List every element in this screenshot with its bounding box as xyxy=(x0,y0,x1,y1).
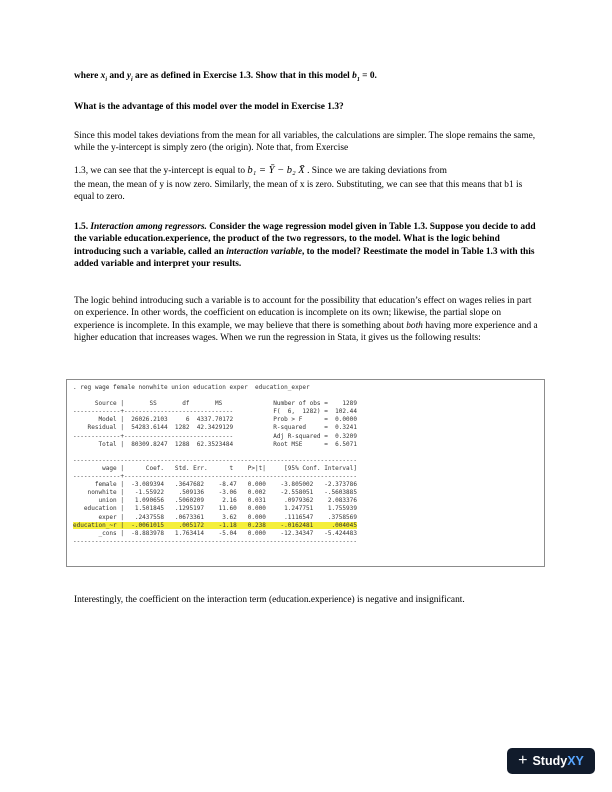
answer-paragraph-2 xyxy=(74,295,542,345)
formula-lead-text: 1.3, we can see that the y-intercept is equal to xyxy=(74,166,248,176)
answer-formula-line xyxy=(74,165,542,177)
stata-output xyxy=(67,380,544,546)
coef-table-separator: -------------+---------------------------------------------------------------- xyxy=(73,473,357,481)
coef-row-highlighted: education_~r | -.0061015 .005172 -1.18 0.238 -.0162481 .004045 xyxy=(73,521,357,529)
anova-separator: -------------+------------------------------ Adj R-squared = 0.3209 xyxy=(73,432,357,440)
plus-icon: + xyxy=(518,752,528,769)
intro-and: and xyxy=(107,71,127,81)
intro-line: where $x_i$ and $y_i$ are as defined in Exercise 1.3. Show that in this model $b_1 = 0$. xyxy=(74,71,377,83)
answer-paragraph-1: Since this model takes deviations from the mean for all variables, the calculations are simpler. The slope remains the same, while the y-intercept is simply zero (the origin). Note that, from Exercise xyxy=(74,131,536,154)
stata-command: . reg wage female nonwhite union education exper education_exper xyxy=(73,384,310,391)
intro-eq-zero: = 0. xyxy=(359,71,377,81)
exercise-number: 1.5. xyxy=(74,222,89,232)
anova-header: Source | SS df MS Number of obs = 1289 xyxy=(73,400,357,408)
table-rule: ------------------------------------------------------------------------------ xyxy=(73,537,357,545)
exercise-1-5 xyxy=(74,221,542,271)
anova-model-row: Model | 26026.2103 6 4337.70172 Prob > F = 0.0000 xyxy=(73,416,357,424)
exercise-text-2: , to the model? Reestimate the model in Table 1.3 with this added variable and interpret your results. xyxy=(74,246,535,270)
exercise-title: Interaction among regressors. xyxy=(90,222,207,232)
exercise-term: interaction variable xyxy=(226,246,302,257)
logo-text-xy: XY xyxy=(567,754,584,768)
coef-row: exper | .2437558 .0673361 3.62 0.000 .1116547 .3758569 xyxy=(73,513,357,521)
x-variable: x xyxy=(100,71,106,81)
coef-row: female | -3.089394 .3647682 -8.47 0.000 -3.805002 -2.373786 xyxy=(73,481,357,489)
exercise-text-1: Consider the wage regression model given in Table 1.3. Suppose you decide to add the variable education.experience, the product of the two regressors, to the model. What is the logic behind introducing such a variable, called an xyxy=(74,222,536,257)
b1-symbol: b xyxy=(352,71,357,81)
intercept-formula: b₁ = Ȳ − b₂ X̄ xyxy=(247,165,305,176)
coef-row: union | 1.090656 .5060209 2.16 0.031 .0979362 2.083376 xyxy=(73,497,357,505)
coef-row: _cons | -8.883978 1.763414 -5.04 0.000 -12.34347 -5.424483 xyxy=(73,529,357,537)
coef-row: education | 1.501845 .1295197 11.60 0.000 1.247751 1.755939 xyxy=(73,505,357,513)
intro-text-mid: are as defined in Exercise 1.3. Show that in this model xyxy=(132,71,353,81)
answer-2-emphasis: both xyxy=(406,320,423,331)
conclusion-paragraph: Interestingly, the coefficient on the interaction term (education.experience) is negative and insignificant. xyxy=(74,595,465,605)
formula-trail-text: . Since we are taking deviations from xyxy=(304,166,447,176)
answer-2-text-b: having more experience and a higher education that increases wages. When we run the regression in Stata, it gives us the following results: xyxy=(74,320,538,344)
coef-row: nonwhite | -1.55922 .509136 -3.06 0.002 -2.558051 -.5603885 xyxy=(73,489,357,497)
anova-total-row: Total | 80309.8247 1288 62.3523484 Root MSE = 6.5071 xyxy=(73,440,357,448)
y-variable: y xyxy=(126,71,131,81)
anova-separator: -------------+------------------------------ F( 6, 1282) = 102.44 xyxy=(73,408,357,416)
logo-text-study: Study xyxy=(532,754,568,768)
coef-table-header: wage | Coef. Std. Err. t P>|t| [95% Conf. Interval] xyxy=(73,464,357,472)
answer-2-text-a: The logic behind introducing such a variable is to account for the possibility that education’s effect on wages relies in part on experience. In other words, the coefficient on education is incomplete on its own; likewise, the partial slope on experience is incomplete. In this example, we may believe that there is something about xyxy=(74,296,532,331)
anova-residual-row: Residual | 54283.6144 1282 42.3429129 R-squared = 0.3241 xyxy=(73,424,357,432)
question-advantage: What is the advantage of this model over the model in Exercise 1.3? xyxy=(74,102,344,112)
stata-output-box xyxy=(66,379,545,567)
answer-paragraph-1-cont: the mean, the mean of y is now zero. Similarly, the mean of x is zero. Substituting, we can see that this means that b1 is equal to zero. xyxy=(74,180,523,203)
studyxy-logo xyxy=(507,748,595,774)
intro-text: where xyxy=(74,71,101,81)
table-rule: ------------------------------------------------------------------------------ xyxy=(73,456,357,464)
